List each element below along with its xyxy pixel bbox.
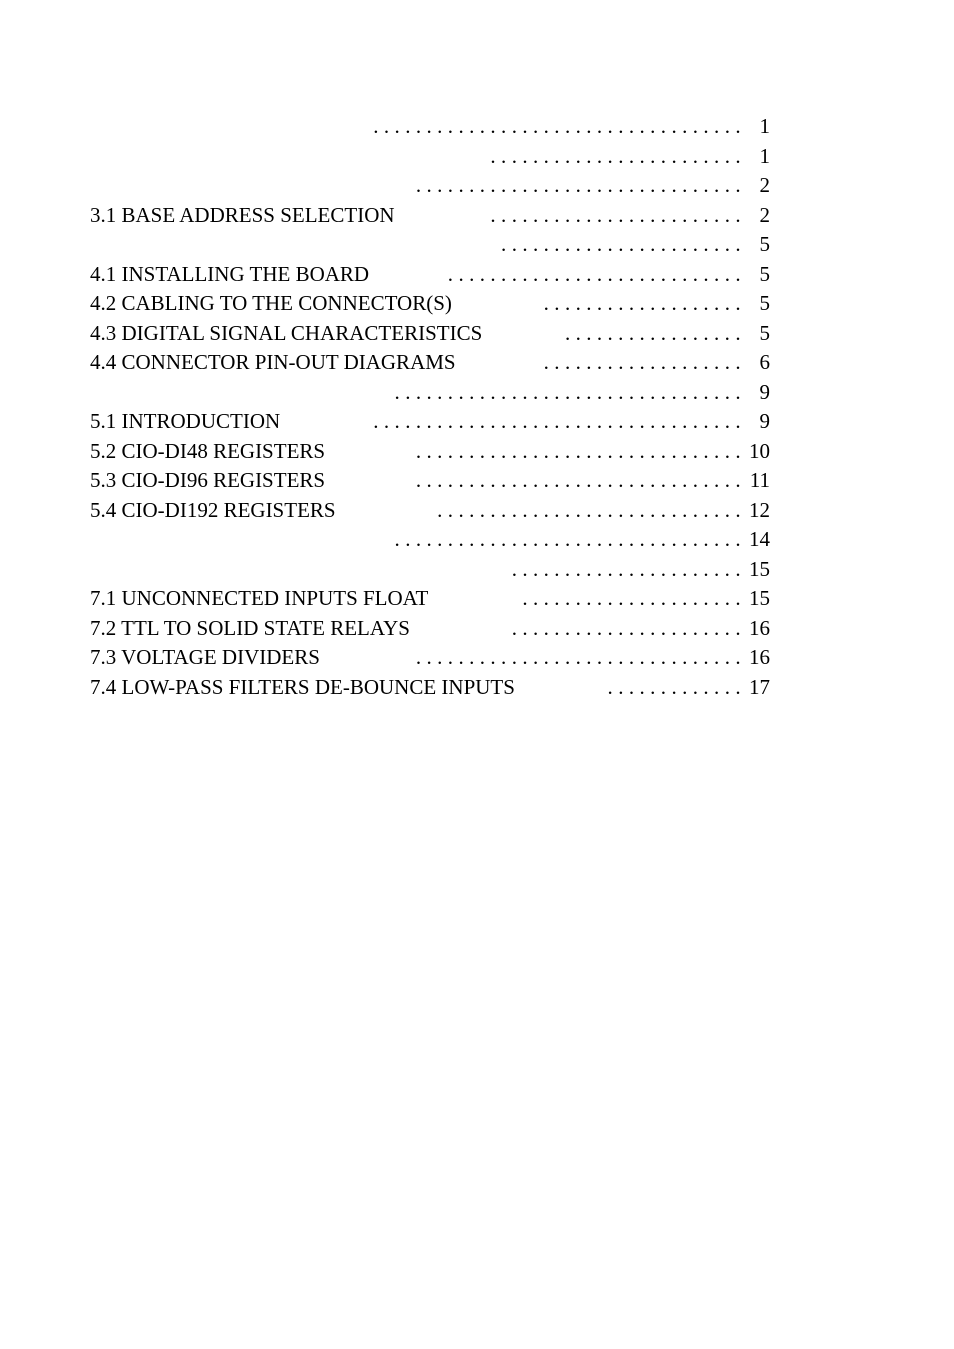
dot-leader: ................................. xyxy=(394,379,746,404)
dot-leader: ........................ xyxy=(490,202,746,227)
toc-entry-title: 4.4 CONNECTOR PIN-OUT DIAGRAMS xyxy=(90,348,460,378)
toc-page-number: 5 xyxy=(759,320,770,345)
toc-entry[interactable] xyxy=(90,201,770,231)
toc-page-number: 6 xyxy=(759,350,770,374)
dot-leader: ...................... xyxy=(511,615,746,640)
toc-entry-title: 5.2 CIO-DI48 REGISTERS xyxy=(90,437,329,467)
toc-entry[interactable] xyxy=(90,230,770,260)
toc-page-number: 1 xyxy=(759,114,770,138)
toc-entry-title: 4.1 INSTALLING THE BOARD xyxy=(90,260,373,290)
toc-page-number: 5 xyxy=(759,261,770,286)
toc-entry[interactable] xyxy=(90,171,770,201)
dot-leader: ........................ xyxy=(490,143,746,168)
toc-page-number: 16 xyxy=(749,645,770,669)
dot-leader: ............................. xyxy=(437,497,746,522)
toc-entry[interactable] xyxy=(90,289,770,319)
toc-entry-title: 4.2 CABLING TO THE CONNECTOR(S) xyxy=(90,289,456,319)
dot-leader: ............................... xyxy=(415,438,746,463)
dot-leader: ............................ xyxy=(447,261,746,286)
toc-entry[interactable] xyxy=(90,260,770,290)
dot-leader: ................................... xyxy=(373,114,746,138)
dot-leader: ................... xyxy=(543,291,746,315)
dot-leader: ................................... xyxy=(373,409,746,433)
toc-entry-title: 5.1 INTRODUCTION xyxy=(90,407,284,437)
toc-entry[interactable] xyxy=(90,555,770,585)
table-of-contents xyxy=(90,112,770,702)
toc-page-number: 1 xyxy=(759,143,770,168)
toc-page-number: 9 xyxy=(759,409,770,433)
toc-entry[interactable] xyxy=(90,407,770,437)
toc-page-number: 16 xyxy=(749,615,770,640)
toc-page-number: 9 xyxy=(759,379,770,404)
toc-entry-title: 7.2 TTL TO SOLID STATE RELAYS xyxy=(90,614,414,644)
dot-leader: ..................... xyxy=(522,586,746,610)
toc-entry[interactable] xyxy=(90,466,770,496)
toc-entry-title: 4.3 DIGITAL SIGNAL CHARACTERISTICS xyxy=(90,319,486,349)
toc-entry[interactable] xyxy=(90,496,770,526)
toc-page-number: 2 xyxy=(759,202,770,227)
toc-page-number: 5 xyxy=(759,232,770,256)
toc-entry-title: 7.4 LOW-PASS FILTERS DE-BOUNCE INPUTS xyxy=(90,673,519,703)
toc-entry[interactable] xyxy=(90,437,770,467)
toc-entry[interactable] xyxy=(90,378,770,408)
toc-page-number: 14 xyxy=(749,527,770,551)
toc-page-number: 10 xyxy=(749,438,770,463)
toc-page-number: 12 xyxy=(749,497,770,522)
toc-entry-title: 3.1 BASE ADDRESS SELECTION xyxy=(90,201,399,231)
toc-page-number: 15 xyxy=(749,586,770,610)
dot-leader: ................. xyxy=(564,320,746,345)
dot-leader: ............. xyxy=(607,674,746,699)
toc-entry-title: 5.3 CIO-DI96 REGISTERS xyxy=(90,466,329,496)
dot-leader: ................................. xyxy=(394,527,746,551)
toc-page-number: 11 xyxy=(749,468,770,492)
toc-entry[interactable] xyxy=(90,673,770,703)
dot-leader: ....................... xyxy=(501,232,746,256)
dot-leader: ...................... xyxy=(511,556,746,581)
toc-entry-title: 7.1 UNCONNECTED INPUTS FLOAT xyxy=(90,584,432,614)
toc-entry[interactable] xyxy=(90,614,770,644)
toc-entry[interactable] xyxy=(90,643,770,673)
dot-leader: ................... xyxy=(543,350,746,374)
toc-page-number: 5 xyxy=(759,291,770,315)
toc-entry[interactable] xyxy=(90,142,770,172)
toc-entry[interactable] xyxy=(90,525,770,555)
toc-page-number: 2 xyxy=(759,173,770,197)
dot-leader: ............................... xyxy=(415,173,746,197)
toc-entry[interactable] xyxy=(90,319,770,349)
toc-page-number: 15 xyxy=(749,556,770,581)
toc-page-number: 17 xyxy=(749,674,770,699)
toc-entry-title: 5.4 CIO-DI192 REGISTERS xyxy=(90,496,340,526)
dot-leader: ............................... xyxy=(415,468,746,492)
toc-entry[interactable] xyxy=(90,112,770,142)
toc-entry[interactable] xyxy=(90,348,770,378)
dot-leader: ............................... xyxy=(415,645,746,669)
toc-entry-title: 7.3 VOLTAGE DIVIDERS xyxy=(90,643,324,673)
toc-entry[interactable] xyxy=(90,584,770,614)
